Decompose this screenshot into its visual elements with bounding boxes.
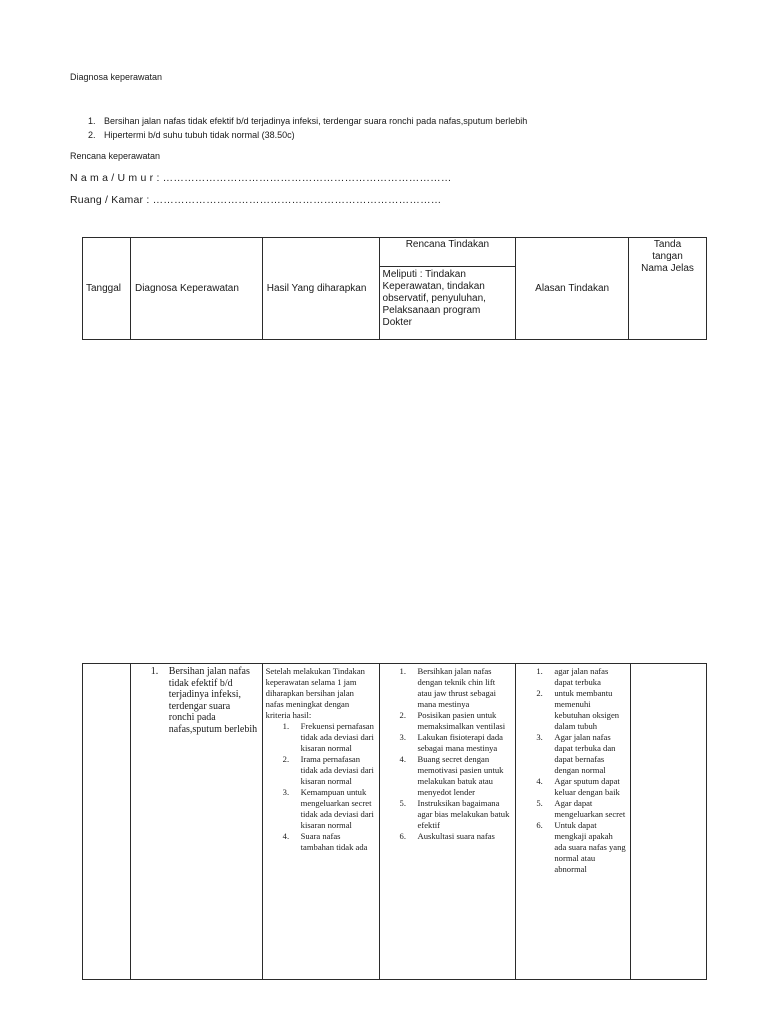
list-item: 1. Bersihan jalan nafas tidak efektif b/d terjadinya infeksi, terdengar suara ronchi pada nafas,sputum berlebih [150, 666, 258, 735]
plan-heading: Rencana keperawatan [70, 151, 161, 161]
room-field: Ruang / Kamar : ……………………………………………………………………… [70, 194, 442, 206]
care-plan-table [82, 663, 707, 980]
header-rencana: Rencana Tindakan [379, 238, 516, 267]
list-item [88, 115, 728, 129]
header-ttd: Tanda tangan Nama Jelas [629, 238, 707, 340]
document-heading: Diagnosa keperawatan [70, 72, 163, 82]
list-item: 4. Buang secret dengan memotivasi pasien untuk melakukan batuk atau menyedot lender [399, 754, 504, 797]
list-number: 2. [88, 129, 96, 140]
actions-list [400, 666, 512, 842]
cell-alasan [516, 664, 631, 980]
list-item: 4. Agar sputum dapat keluar dengan baik [536, 776, 620, 797]
cell-hasil [262, 664, 379, 980]
header-table [82, 237, 707, 340]
list-item: 1. Bersihkan jalan nafas dengan teknik chin lift atau jaw thrust sebagai mana mestinya [399, 666, 497, 709]
header-tanggal: Tanggal [83, 238, 131, 340]
list-item: 5. Agar dapat mengeluarkan secret [536, 798, 626, 819]
list-item: 3. Agar jalan nafas dapat terbuka dan dapat bernafas dengan normal [536, 732, 616, 775]
cell-diagnosa [130, 664, 262, 980]
diagnosis-list [88, 115, 728, 142]
list-item: 1. Frekuensi pernafasan tidak ada deviasi dari kisaran normal [282, 721, 374, 753]
list-item: 3. Lakukan fisioterapi dada sebagai mana mestinya [399, 732, 503, 753]
list-item: 4. Suara nafas tambahan tidak ada [282, 831, 368, 852]
name-age-field: N a m a / U m u r : ……………………………………………………………………… [70, 172, 452, 184]
list-item: 6. Untuk dapat mengkaji apakah ada suara nafas yang normal atau abnormal [536, 820, 626, 874]
criteria-list [266, 721, 375, 853]
header-rencana-sub: Meliputi : Tindakan Keperawatan, tindakan observatif, penyuluhan, Pelaksanaan program Dokter [379, 267, 516, 340]
list-number: 1. [88, 116, 96, 126]
header-diagnosa: Diagnosa Keperawatan [130, 238, 262, 340]
header-alasan: Alasan Tindakan [516, 238, 629, 340]
reasons-list [536, 666, 626, 875]
list-item: 1. agar jalan nafas dapat terbuka [536, 666, 609, 687]
cell-ttd [631, 664, 707, 980]
list-item [88, 129, 728, 143]
list-item: 2. untuk membantu memenuhi kebutuhan oksigen dalam tubuh [536, 688, 620, 731]
list-text: Hipertermi b/d suhu tubuh tidak normal (38.50c) [104, 129, 295, 140]
cell-rencana [379, 664, 516, 980]
list-item: 3. Kemampuan untuk mengeluarkan secret tidak ada deviasi dari kisaran normal [282, 787, 374, 830]
header-hasil: Hasil Yang diharapkan [262, 238, 379, 340]
list-text: Bersihan jalan nafas tidak efektif b/d terjadinya infeksi, terdengar suara ronchi pada nafas,sputum berlebih [104, 116, 528, 126]
list-item: 5. Instruksikan bagaimana agar bias melakukan batuk efektif [399, 798, 510, 830]
list-item: 2. Irama pernafasan tidak ada deviasi dari kisaran normal [282, 754, 374, 786]
hasil-intro: Setelah melakukan Tindakan keperawatan selama 1 jam diharapkan bersihan jalan nafas meningkat dengan kriteria hasil: [265, 666, 365, 720]
list-item: 2. Posisikan pasien untuk memaksimalkan ventilasi [399, 710, 506, 731]
list-item: 6. Auskultasi suara nafas [399, 831, 495, 841]
cell-tanggal [83, 664, 131, 980]
